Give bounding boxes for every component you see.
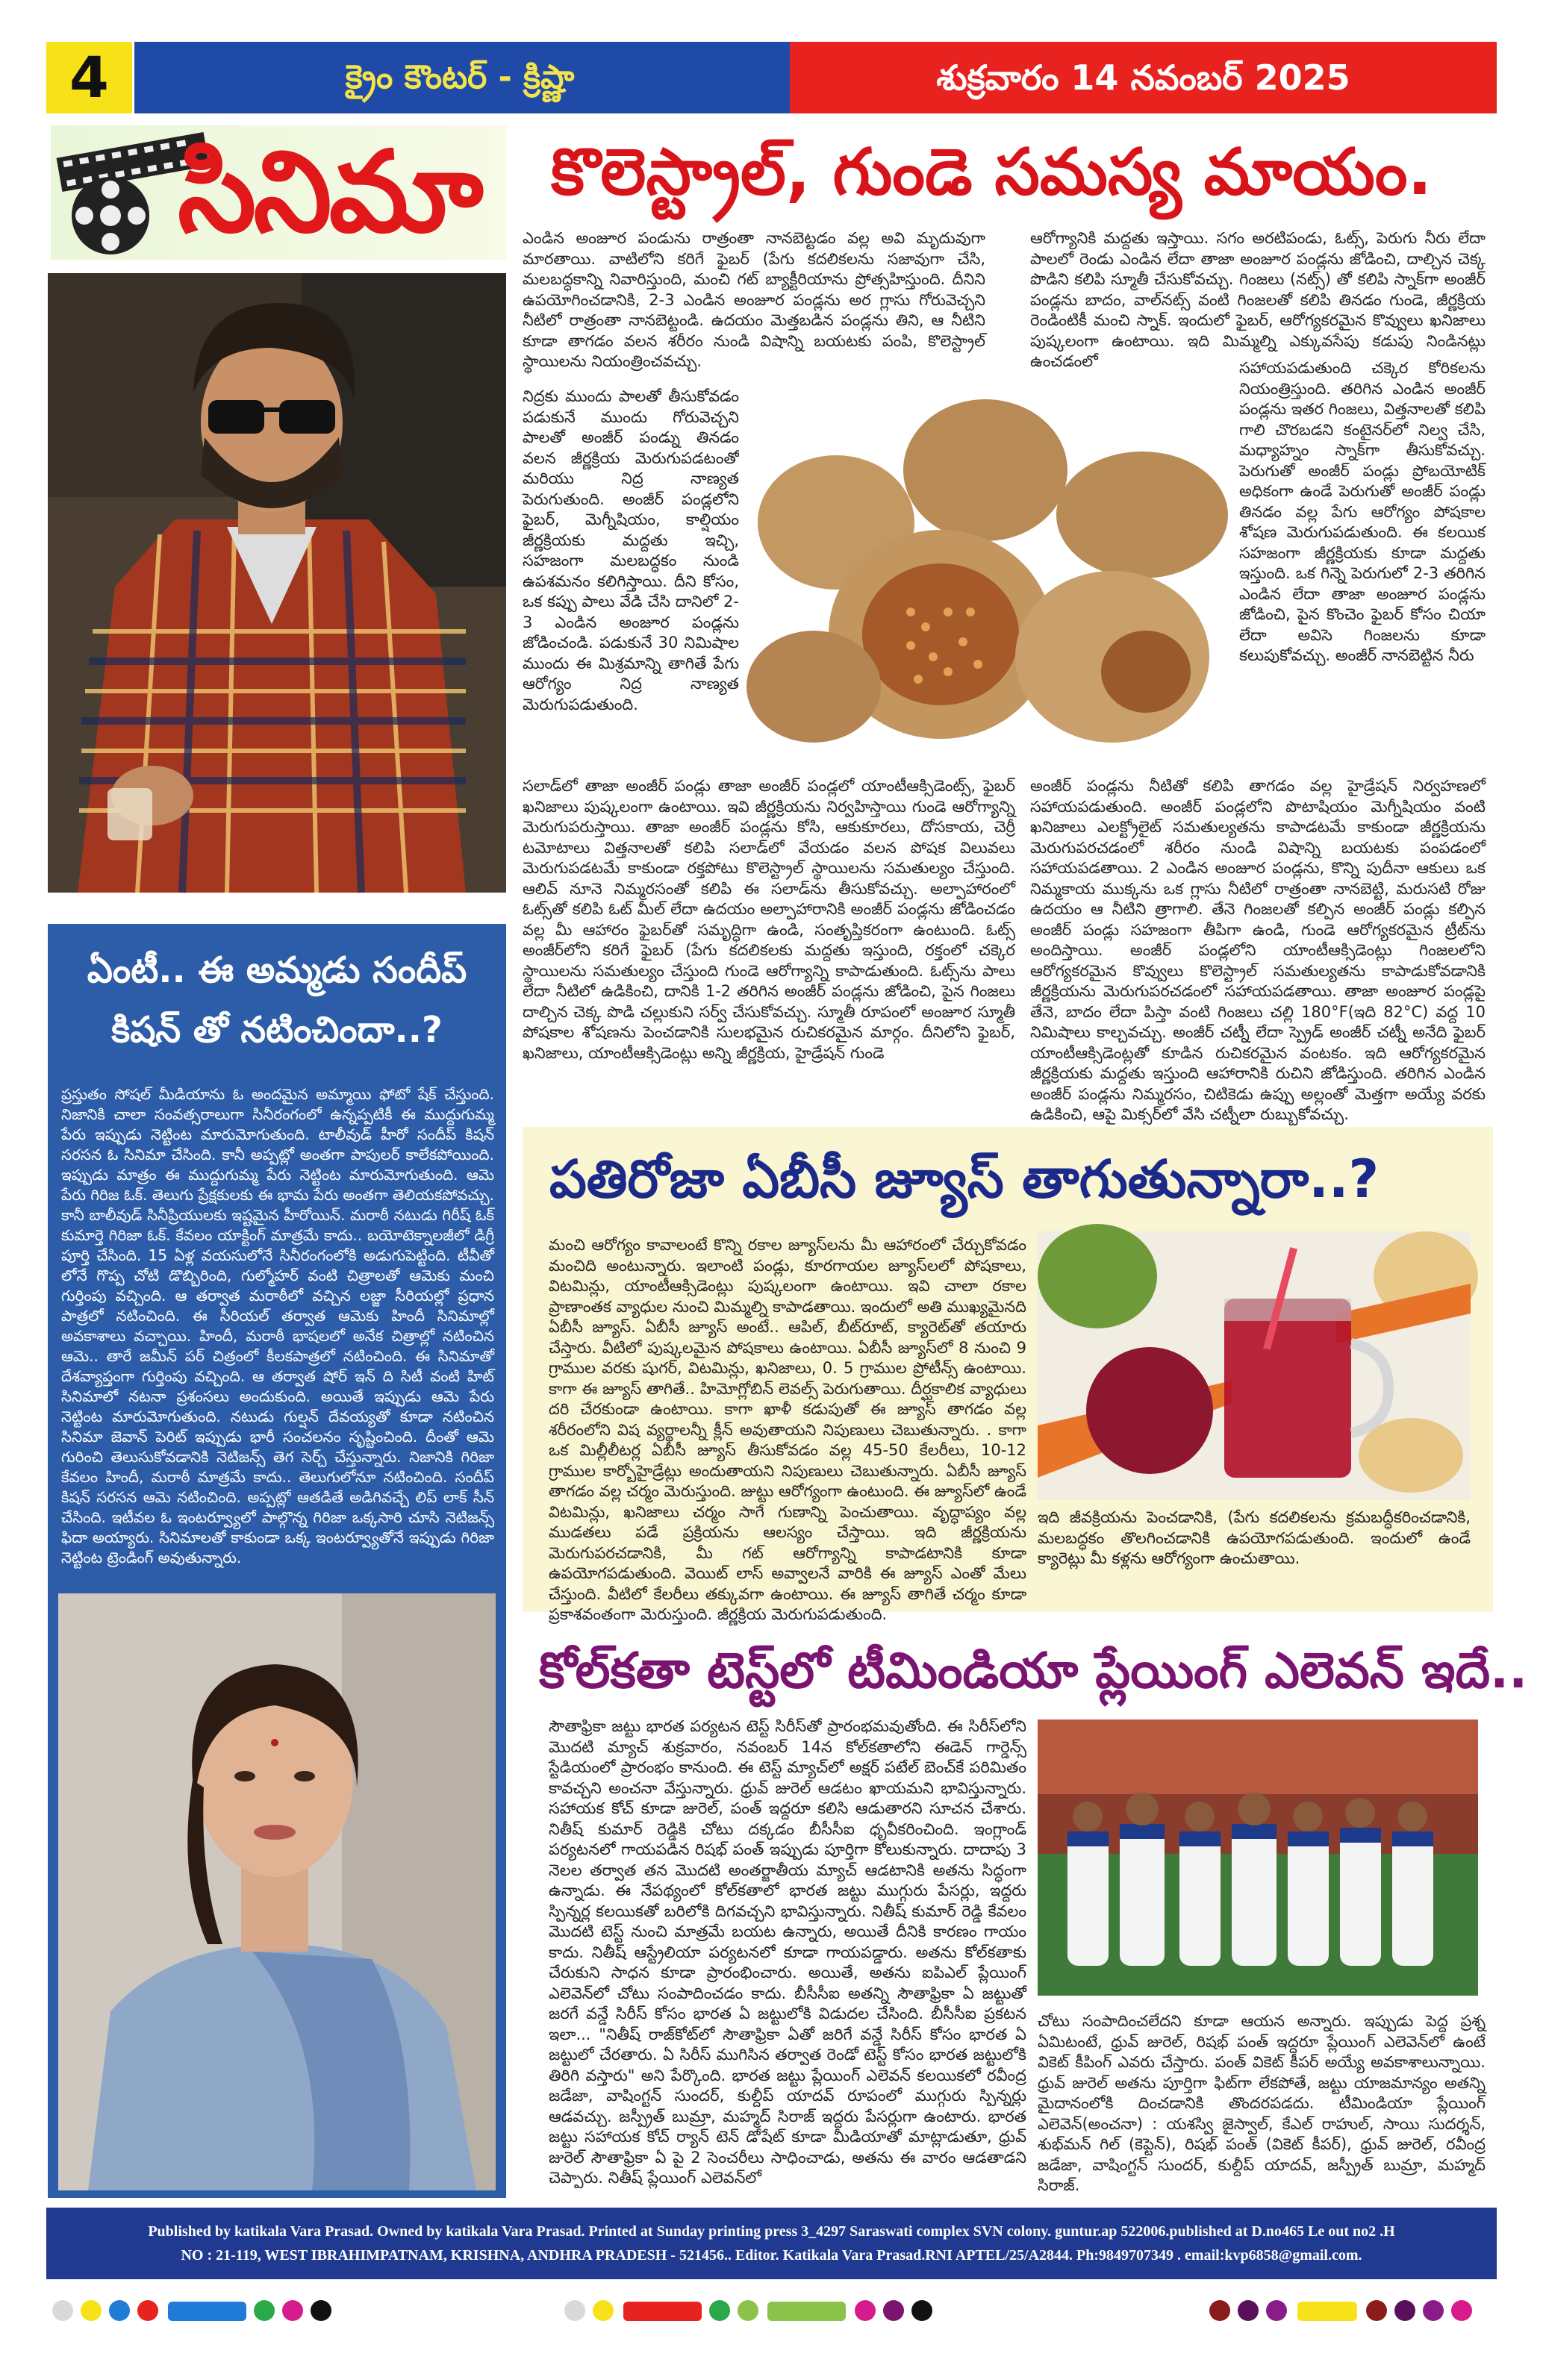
actress-story-body: ప్రస్తుతం సోషల్ మీడియాను ఓ అందమైన అమ్మాయి ఫోటో షేక్ చేస్తుంది. నిజానికి చాలా సంవత్సరాలుగా సినీరంగంలో ఉన్నప్పటికీ ఈ ముద్దుగుమ్మ పేరు ఇప్పుడు నెట్టింట మారుమోగుతుంది. టాలీవుడ్ హీరో సందీప్ కిషన్ సరసన ఓ సినిమా చేసింది. కానీ అప్పట్లో అంతగా పాపులర్ కాలేకపోయింది. ఇప్పుడు మాత్రం ఈ ముద్దుగుమ్మ పేరు నెట్టింట మారుమోగుతుంది. ఆమె పేరు గిరిజ ఓక్. తెలుగు ప్రేక్షకులకు ఈ భామ పేరు అంతగా తెలియకపోవచ్చు. కానీ బాలీవుడ్ సినీప్రియులకు ఇష్టమైన హీరోయిన్. మరాఠీ నటుడు గిరీష్ ఓక్ కుమార్తె గిరిజా ఓక్. కేవలం యాక్టింగ్ మాత్రమే కాదు.. బయోటెక్నాలజీలో డిగ్రీ పూర్తి చేసింది. 15 ఏళ్ల వయసులోనే సినీరంగంలోకి అడుగుపెట్టింది. టీవీతో లోనే గొప్ప చోటి డొబ్బిరింది, గుల్మోహర్ వంటి చిత్రాలతో ఆమెకు మంచి గుర్తింపు వచ్చింది. ఆ తర్వాత మరాఠీలో వచ్చిన లజ్జా సీరియల్లో ప్రధాన పాత్రలో నటించింది. ఈ సీరియల్ తర్వాత ఆమెకు హిందీ సినిమాల్లో అవకాశాలు వచ్చాయి. హిందీ, మరాఠీ భాషలలో అనేక చిత్రాల్లో నటించిన ఆమె.. తారే జమీన్ పర్ చిత్రంలో కీలకపాత్రలో నటించింది. ఈ సినిమాతో దేశవ్యాప్తంగా గుర్తింపు వచ్చింది. ఆ తర్వాత షోర్ ఇన్ ది సిటీ వంటి హిట్ సినిమాలో నటనా ప్రశంసలు అందుకుంది. అయితే ఇప్పుడు ఆమె పేరు నెట్టింట మారుమోగుతుంది. నటుడు గుల్షన్ దేవయ్యతో కూడా నటించిన సినిమా జెవాన్ పెరిట్ ఇప్పుడు భారీ సంచలనం సృష్టించింది. దీంతో ఆమె గురించి తెలుసుకోవడానికి నెటిజన్స్ తెగ సెర్చ్ చేస్తున్నారు. నిజానికి గిరిజా కేవలం హిందీ, మరాఠీ మాత్రమే కాదు.. తెలుగులోనూ నటించింది. సందీప్ కిషన్ సరసన ఆమె నటించింది. అప్పట్లో ఆతడితే అడిగివచ్చే లిప్ లాక్ సీన్ చేసింది. ఇటీవల ఓ ఇంటర్వ్యూలో పాల్గొన్న గిరిజా ఒక్కసారి చూసి నెటిజన్స్ ఫిదా అయ్యారు. సినిమాలతో కాకుండా ఒక్క ఇంటర్వ్యూతోనే ఇప్పుడు గిరిజా నెట్టింట ట్రెండింగ్ అవుతున్నారు.	[61, 1085, 494, 1567]
indian-team-illustration	[1038, 1720, 1478, 1996]
registration-dot	[254, 2300, 275, 2321]
imprint-line-1: Published by katikala Vara Prasad. Owned by katikala Vara Prasad. Printed at Sunday printing press 3_4297 Saraswati complex SVN colony. guntur.ap 522006.published at D.no465 Le out no2 .H	[148, 2223, 1395, 2240]
cholesterol-para-7: అంజీర్ పండ్లను నీటితో కలిపి తాగడం వల్ల హైడ్రేషన్ నిర్వహణలో సహాయపడుతుంది. అంజీర్ పండ్లలోని పొటాషియం మెగ్నీషియం వంటి ఖనిజాలు ఎలక్ట్రోలైట్ సమతుల్యతను కాపాడటమే కాకుండా జీర్ణక్రియను మెరుగుపరచడంలో శరీరం నుండి విషాన్ని బయటకు పంపడంలో సహాయపడతాయి. 2 ఎండిన అంజూర పండ్లను, కొన్ని పుదీనా ఆకులు ఒక నిమ్మకాయ ముక్కను ఒక గ్లాసు నీటిలో రాత్రంతా నానబెట్టి, మరుసటి రోజు ఉదయం ఆ నీటిని త్రాగాలి. తేనె గింజలతో కల్పిన అంజీర్ పండ్లు కల్పిన అంజీర్ పండ్లు సహజంగా తీపిగా ఉండి, గుండె ఆరోగ్యకరమైన ట్రీట్‌ను అందిస్తాయి. అంజీర్ పండ్లలోని యాంటీఆక్సిడెంట్లు గింజలలోని ఆరోగ్యకరమైన కొవ్వులు కొలెస్ట్రాల్ సమతుల్యతను కాపాడుకోవడానికి జీర్ణక్రియను మెరుగుపరచడంలో సహాయపడతాయి. తాజా అంజూర పండ్లపై తేనె, బాదం లేదా పిస్తా వంటి గింజలు చల్లి 180°F(ఇది 82°C) వద్ద 10 నిమిషాలు కాల్చవచ్చు. అంజీర్ చట్నీ లేదా స్ప్రెడ్ అంజీర్ చట్నీ అనేది ఫైబర్ యాంటీఆక్సిడెంట్లతో కూడిన రుచికరమైన వంటకం. ఇది ఆరోగ్యకరమైన జీర్ణక్రియకు మద్దతు ఇస్తుంది ఆహారానికి రుచిని జోడిస్తుంది. తరిగిన ఎండిన అంజీర్ పండ్లను నిమ్మరసం, చిటికెడు ఉప్పు అల్లంతో మెత్తగా అయ్యే వరకు ఉడికించి, ఆపై మిక్సర్‌లో వేసి చట్నీలా రుబ్బుకోవచ్చు.	[1030, 777, 1486, 1123]
issue-date: శుక్రవారం 14 నవంబర్ 2025	[790, 42, 1497, 113]
imprint-footer	[46, 2208, 1497, 2279]
registration-dot	[109, 2300, 130, 2321]
juice-caption: ఇది జీవక్రియను పెంచడానికి, (పేగు కదలికలను క్రమబద్ధీకరించడానికి, మలబద్ధకం తొలగించడానికి ఉపయోగపడుతుంది. ఇందులో ఉండే క్యారెట్లు మీ కళ్లను ఆరోగ్యంగా ఉంచుతాయి.	[1038, 1508, 1471, 1567]
registration-dot	[1266, 2300, 1287, 2321]
cholesterol-para-3-4	[523, 776, 1015, 1105]
registration-dot	[564, 2300, 585, 2321]
cinema-logo	[51, 125, 506, 260]
abc-juice-illustration	[1038, 1231, 1471, 1500]
actress-story-title: ఏంటీ.. ఈ అమ్మడు సందీప్ కిషన్ తో నటించిందా..?	[87, 949, 467, 1051]
registration-dot	[1238, 2300, 1259, 2321]
imprint-line-2: NO : 21-119, WEST IBRAHIMPATNAM, KRISHNA, ANDHRA PRADESH - 521456.. Editor. Katikala Vara Prasad.RNI APTEL/25/A2844. Ph:9849707349 . email:kvp6858@gmail.com.	[181, 2247, 1362, 2264]
registration-bar	[1297, 2302, 1357, 2321]
cholesterol-headline: కొలెస్ట్రాల్, గుండె సమస్య మాయం.	[551, 135, 1433, 210]
section-banner	[134, 42, 790, 113]
registration-dot	[855, 2300, 876, 2321]
cricket-body-continued: చోటు సంపాదించలేదని కూడా ఆయన అన్నారు. ఇప్పుడు పెద్ద ప్రశ్న ఏమిటంటే, ధ్రువ్ జురెల్, రిషభ్ పంత్ ఇద్దరూ ప్లేయింగ్ ఎలెవెన్‌లో ఉంటే వికెట్ కీపింగ్ ఎవరు చేస్తారు. పంత్ వికెట్ కీపర్ అయ్యే అవకాశాలున్నాయి. ధ్రువ్ జురెల్ అతను పూర్తిగా ఫిట్‌గా లేకపోతే, జట్టు యాజమాన్యం అతన్ని మైదానంలోకి దించడానికి తొందరపడదు. టీమిండియా ప్లేయింగ్ ఎలెవెన్(అంచనా) : యశస్వి జైస్వాల్, కేఎల్ రాహుల్, సాయి సుదర్శన్, శుభ్‌మన్ గిల్ (కెప్టెన్), రిషభ్ పంత్ (వికెట్ కీపర్), ధ్రువ్ జురెల్, రవీంద్ర జడేజా, వాషింగ్టన్ సుందర్, కుల్దీప్ యాదవ్, జస్ప్రీత్ బుమ్రా, మహ్మద్ సిరాజ్.	[1038, 2012, 1486, 2194]
registration-bar	[623, 2302, 702, 2321]
juice-headline: పతిరోజా ఏబీసీ జ్యూస్ తాగుతున్నారా..?	[549, 1149, 1380, 1210]
actress-photo	[58, 1593, 496, 2190]
juice-photo	[1038, 1231, 1471, 1500]
cricket-headline: కోల్‌కతా టెస్ట్‌లో టీమిండియా ప్లేయింగ్ ఎలెవన్ ఇదే..	[539, 1642, 1528, 1699]
cinema-logo-text: సినిమా	[178, 128, 481, 257]
cholesterol-para-5: ఆరోగ్యానికి మద్దతు ఇస్తాయి. సగం అరటిపండు, ఓట్స్, పెరుగు నీరు లేదా పాలలో రెండు ఎండిన లేదా తాజా అంజూర పండ్లను జోడించి, దాల్చిన చెక్క పొడిని కలిపి స్మూతీ చేసుకోవచ్చు. గింజలు (నట్స్) తో కలిపి స్నాక్‌గా అంజీర్ పండ్లను బాదం, వాల్‌నట్స్ వంటి గింజలతో కలిపి తినడం గుండె, జీర్ణక్రియ రెండింటికీ మంచి స్నాక్. ఇందులో ఫైబర్, ఆరోగ్యకరమైన కొవ్వులు ఖనిజాలు పుష్కలంగా ఉంటాయి. ఇది మిమ్మల్ని ఎక్కువసేపు కడుపు నిండినట్లు ఉంచడంలో	[1030, 229, 1486, 370]
section-title: క్రైం కౌంటర్ - క్రిష్ణా	[146, 52, 773, 103]
registration-dot	[282, 2300, 303, 2321]
cholesterol-para-6: సహాయపడుతుంది చక్కెర కోరికలను నియంత్రిస్తుంది. తరిగిన ఎండిన అంజీర్ పండ్లను ఇతర గింజలు, విత్తనాలతో కలిపి గాలి చొరబడని కంటైనర్‌లో నిల్వ చేసి, మధ్యాహ్నం స్నాక్‌గా తీసుకోవచ్చు. పెరుగుతో అంజీర్ పండ్లు ప్రోబయోటిక్ అధికంగా ఉండే పెరుగుతో అంజీర్ పండ్లు తినడం వల్ల పేగు ఆరోగ్యం పోషకాల శోషణ మెరుగుపడుతుంది. ఈ కలయిక సహజంగా జీర్ణక్రియకు కూడా మద్దతు ఇస్తుంది. ఒక గిన్నె పెరుగులో 2-3 తరిగిన ఎండిన లేదా తాజా అంజూర పండ్లను జోడించి, పైన కొంచెం ఫైబర్ కోసం చియా లేదా అవిసె గింజలను కూడా కలుపుకోవచ్చు. అంజీర్ నానబెట్టిన నీరు	[1239, 359, 1486, 664]
cholesterol-para-4: అల్పాహారంలో ఓట్స్‌తో కలిపి ఓట్ మీల్ లేదా ఉదయం అల్పాహారానికి అంజీర్ పండ్లను జోడించడం వల్ల మీ ఆహారం ఫైబర్‌తో సమృద్ధిగా ఉండి, సంతృప్తికరంగా ఉంటుంది. ఓట్స్ అంజీర్‌లోని కరిగే ఫైబర్ (పేగు కదలికలకు మద్దతు ఇస్తుంది, రక్తంలో చక్కెర స్థాయిలను సమతుల్యం చేస్తుంది గుండె ఆరోగ్యాన్ని కాపాడుతుంది. ఓట్స్‌ను పాలు లేదా నీటిలో ఉడికించి, దానికి 1-2 తరిగిన అంజీర్ పండ్లను జోడించి, పైన గింజలు దాల్చిన చెక్క పొడి చల్లుకుని సర్వ్ చేసుకోవచ్చు. స్మూతీ రూపంలో అంజూర స్మూతీ పోషకాల శోషణను పెంచడానికి సులభమైన రుచికరమైన మార్గం. దీనిలోని ఫైబర్, ఖనిజాలు, యాంటీఆక్సిడెంట్లు అన్ని జీర్ణక్రియ, హైడ్రేషన్ గుండె	[523, 879, 1015, 1062]
registration-dot	[709, 2300, 730, 2321]
registration-bar	[168, 2302, 246, 2321]
cholesterol-para-1: ఎండిన అంజూర పండును రాత్రంతా నానబెట్టడం వల్ల అవి మృదువుగా మారతాయి. వాటిలోని కరిగే ఫైబర్ (పేగు కదలికలను సజావుగా చేసి, మలబద్ధకాన్ని నివారిస్తుంది, మంచి గట్ బ్యాక్టీరియాను ప్రోత్సహిస్తుంది. దీనిని ఉపయోగించడానికి, 2-3 ఎండిన అంజూర పండ్లను అర గ్లాసు గోరువెచ్చని నీటిలో రాత్రంతా నానబెట్టండి. ఉదయం మెత్తబడిన పండ్లను తిని, ఆ నీటిని కూడా తాగడం వలన శరీరం నుండి విషాన్ని బయటకు పంపి, కొలెస్ట్రాల్ స్థాయిలను నియంత్రించవచ్చు.	[523, 229, 985, 370]
dried-figs-illustration	[739, 388, 1232, 761]
juice-body: మంచి ఆరోగ్యం కావాలంటే కొన్ని రకాల జ్యూస్‌లను మీ ఆహారంలో చేర్చుకోవడం మంచిది అంటున్నారు. ఇలాంటి పండ్లు, కూరగాయల జ్యూస్‌లలో పోషకాలు, విటమిన్లు, యాంటీఆక్సిడెంట్లు పుష్కలంగా ఉంటాయి. ఇవి చాలా రకాల ప్రాణాంతక వ్యాధుల నుంచి మిమ్మల్ని కాపాడతాయి. ఇందులో అతి ముఖ్యమైనది ఏబీసీ జ్యూస్. ఏబీసీ జ్యూస్ అంటే.. ఆపిల్, బీట్‌రూట్, క్యారెట్‌తో తయారు చేస్తారు. వీటిలో పుష్కలమైన పోషకాలు ఉంటాయి. ఏబీసీ జ్యూస్‌లో 8 నుంచి 9 గ్రాముల వరకు షుగర్, విటమిన్లు, ఖనిజాలు, 0. 5 గ్రాముల ప్రోటీన్స్ ఉంటాయి. కాగా ఈ జ్యూస్ తాగితే.. హిమోగ్లోబిన్ లెవల్స్ పెరుగుతాయి. దీర్ఘకాలిక వ్యాధులు దరి చేరకుండా ఉంటాయి. కాగా ఖాళీ కడుపుతో ఈ జ్యూస్ తాగడం వల్ల శరీరంలోని విష వ్యర్థాలన్నీ క్లీన్ అవుతాయని నిపుణులు చెబుతున్నారు. . కాగా ఒక మిల్లీలీటర్ల ఏబీసీ జ్యూస్ తీసుకోవడం వల్ల 45-50 కేలరీలు, 10-12 గ్రాముల కార్బోహైడ్రేట్లు అందుతాయని నిపుణులు చెబుతున్నారు. ఏబీసీ జ్యూస్ తాగడం వల్ల చర్మం మెరుస్తుంది. జుట్టు ఆరోగ్యంగా ఉంటుంది. ఈ జ్యూస్‌లో ఉండే విటమిన్లు, ఖనిజాలు చర్మం సాగే గుణాన్ని పెంచుతాయి. వృద్ధాప్యం వల్ల ముడతలు పడే ప్రక్రియను ఆలస్యం చేస్తాయి. ఇది జీర్ణక్రియను మెరుగుపరచడానికి, మీ గట్ ఆరోగ్యాన్ని కాపాడటానికి కూడా ఉపయోగపడుతుంది. వెయిట్ లాస్ అవ్వాలనే వారికి ఈ జ్యూస్ ఎంతో మేలు చేస్తుంది. వీటిలో కేలరీలు తక్కువగా ఉంటాయి. ఈ జ్యూస్ తాగితే చర్మం కూడా ప్రకాశవంతంగా మెరుస్తుంది. జీర్ణక్రియ మెరుగుపడుతుంది.	[549, 1236, 1026, 1623]
registration-bar	[767, 2302, 846, 2321]
cricket-body: సౌతాఫ్రికా జట్టు భారత పర్యటన టెస్ట్ సిరీస్‌తో ప్రారంభమవుతోంది. ఈ సిరీస్‌లోని మొదటి మ్యాచ్ శుక్రవారం, నవంబర్ 14న కోల్‌కతాలోని ఈడెన్ గార్డెన్స్ స్టేడియంలో ప్రారంభం కానుంది. ఈ టెస్ట్ మ్యాచ్‌లో అక్షర్ పటేల్ బెంచ్‌కే పరిమితం కావచ్చని అంచనా వేస్తున్నారు. ధ్రువ్ జురెల్ ఆడటం ఖాయమని భావిస్తున్నారు. సహాయక కోచ్ కూడా జురెల్, పంత్ ఇద్దరూ కలిసి ఆడుతారని సూచన చేశారు. నితీష్ కుమార్ రెడ్డికి చోటు దక్కడం బీసీసీఐ ధృవీకరించింది. ఇంగ్లాండ్ పర్యటనలో గాయపడిన రిషభ్ పంత్ ఇప్పుడు పూర్తిగా కోలుకున్నారు. దాదాపు 3 నెలల తర్వాత తన మొదటి అంతర్జాతీయ మ్యాచ్ ఆడటానికి అతను సిద్ధంగా ఉన్నాడు. ఈ నేపథ్యంలో కోల్‌కతాలో భారత జట్టు ముగ్గురు పేసర్లు, ఇద్దరు స్పిన్నర్ల కలయికతో బరిలోకి దిగవచ్చని భావిస్తున్నారు. నితీష్ కుమార్ రెడ్డి కేవలం మొదటి టెస్ట్ నుంచి మాత్రమే బయట ఉన్నారు, అయితే దీనికి కారణం గాయం కాదు. నితీష్ ఆస్ట్రేలియా పర్యటనలో కూడా గాయపడ్డారు. అతను కోల్‌కతాకు చేరుకుని సాధన కూడా ప్రారంభించారు. అయితే, అతను ఐపిఎల్ ప్లేయింగ్ ఎలెవెన్‌లో చోటు సంపాదించడం కాదు. బీసీసీఐ అతన్ని సౌతాఫ్రికా ఏ జట్టుతో జరగే వన్డే సిరీస్ కోసం భారత ఏ జట్టులోకి విడుదల చేసింది. బీసీసీఐ ప్రకటన ఇలా... "నితీష్ రాజ్‌కోట్‌లో సౌతాఫ్రికా ఏతో జరిగే వన్డే సిరీస్ కోసం భారత ఏ జట్టులో చేరతారు. ఏ సిరీస్ ముగిసిన తర్వాత రెండో టెస్ట్ కోసం భారత జట్టులోకి తిరిగి వస్తారు" అని పేర్కొంది. భారత జట్టు ప్లేయింగ్ ఎలెవన్ కలయికలో రవీంద్ర జడేజా, వాషింగ్టన్ సుందర్, కుల్దీప్ యాదవ్ రూపంలో ముగ్గురు స్పిన్నర్లు ఆడవచ్చు. జస్ప్రీత్ బుమ్రా, మహ్మద్ సిరాజ్ ఇద్దరు పేసర్లుగా ఉంటారు. భారత జట్టు సహాయక కోచ్ ర్యాన్ టెన్ డోషేట్ కూడా మీడియాతో మాట్లాడుతూ, ధ్రువ్ జురెల్ సౌతాఫ్రికా ఏ పై 2 సెంచరీలు సాధించాడు, అతను ఈ వారం ఆడతాడని చెప్పారు. నితీష్ ప్లేయింగ్ ఎలెవన్‌లో	[549, 1717, 1026, 2187]
registration-dot	[52, 2300, 73, 2321]
registration-dot	[911, 2300, 932, 2321]
registration-dot	[1366, 2300, 1387, 2321]
registration-dot	[1423, 2300, 1444, 2321]
cholesterol-para-2: నిద్రకు ముందు పాలతో తీసుకోవడం పడుకునే ముందు గోరువెచ్చని పాలతో అంజీర్ పండ్ను తినడం వలన జీర్ణక్రియ మెరుగుపడటంతో మరియు నిద్ర నాణ్యత పెరుగుతుంది. అంజీర్ పండ్లలోని ఫైబర్, మెగ్నీషియం, కాల్షియం జీర్ణక్రియకు మద్దతు ఇచ్చి, సహజంగా మలబద్ధకం నుండి ఉపశమనం కలిగిస్తాయి. దీని కోసం, ఒక కప్పు పాలు వేడి చేసి దానిలో 2-3 ఎండిన అంజూర పండ్లను జోడించండి. పడుకునే 30 నిమిషాల ముందు ఈ మిశ్రమాన్ని తాగితే పేగు ఆరోగ్యం నిద్ర నాణ్యత మెరుగుపడుతుంది.	[523, 387, 739, 713]
registration-dot	[738, 2300, 758, 2321]
actor-photo	[48, 273, 506, 893]
registration-dot	[311, 2300, 331, 2321]
cricket-photo	[1038, 1720, 1478, 1996]
registration-dot	[81, 2300, 102, 2321]
registration-dot	[883, 2300, 904, 2321]
actress-illustration	[58, 1593, 496, 2190]
cholesterol-para-3: సలాడ్‌లో తాజా అంజీర్ పండ్లు తాజా అంజీర్ పండ్లలో యాంటీఆక్సిడెంట్స్, ఫైబర్ ఖనిజాలు పుష్కలంగా ఉంటాయి. ఇవి జీర్ణక్రియను నిర్వహిస్తాయి గుండె ఆరోగ్యాన్ని మెరుగుపరుస్తాయి. తాజా అంజీర్ పండ్లను కోసి, ఆకుకూరలు, దోసకాయ, చెర్రీ టమోటాలు విత్తనాలతో కలిపి సలాడ్‌లో వేయడం వలన పోషక విలువలు మెరుగుపడటమే కాకుండా రక్తపోటు కొలెస్ట్రాల్ స్థాయిలను సమతుల్యం చేస్తుంది. ఆలివ్ నూనె నిమ్మరసంతో కలిపి ఈ సలాడ్‌ను తీసుకోవచ్చు.	[523, 777, 1015, 898]
actor-illustration	[48, 273, 506, 893]
figs-photo	[739, 388, 1232, 761]
registration-dot	[137, 2300, 158, 2321]
page-number: 4	[46, 42, 132, 113]
registration-dot	[1451, 2300, 1472, 2321]
registration-dot	[1394, 2300, 1415, 2321]
registration-dot	[593, 2300, 614, 2321]
registration-dot	[1209, 2300, 1230, 2321]
